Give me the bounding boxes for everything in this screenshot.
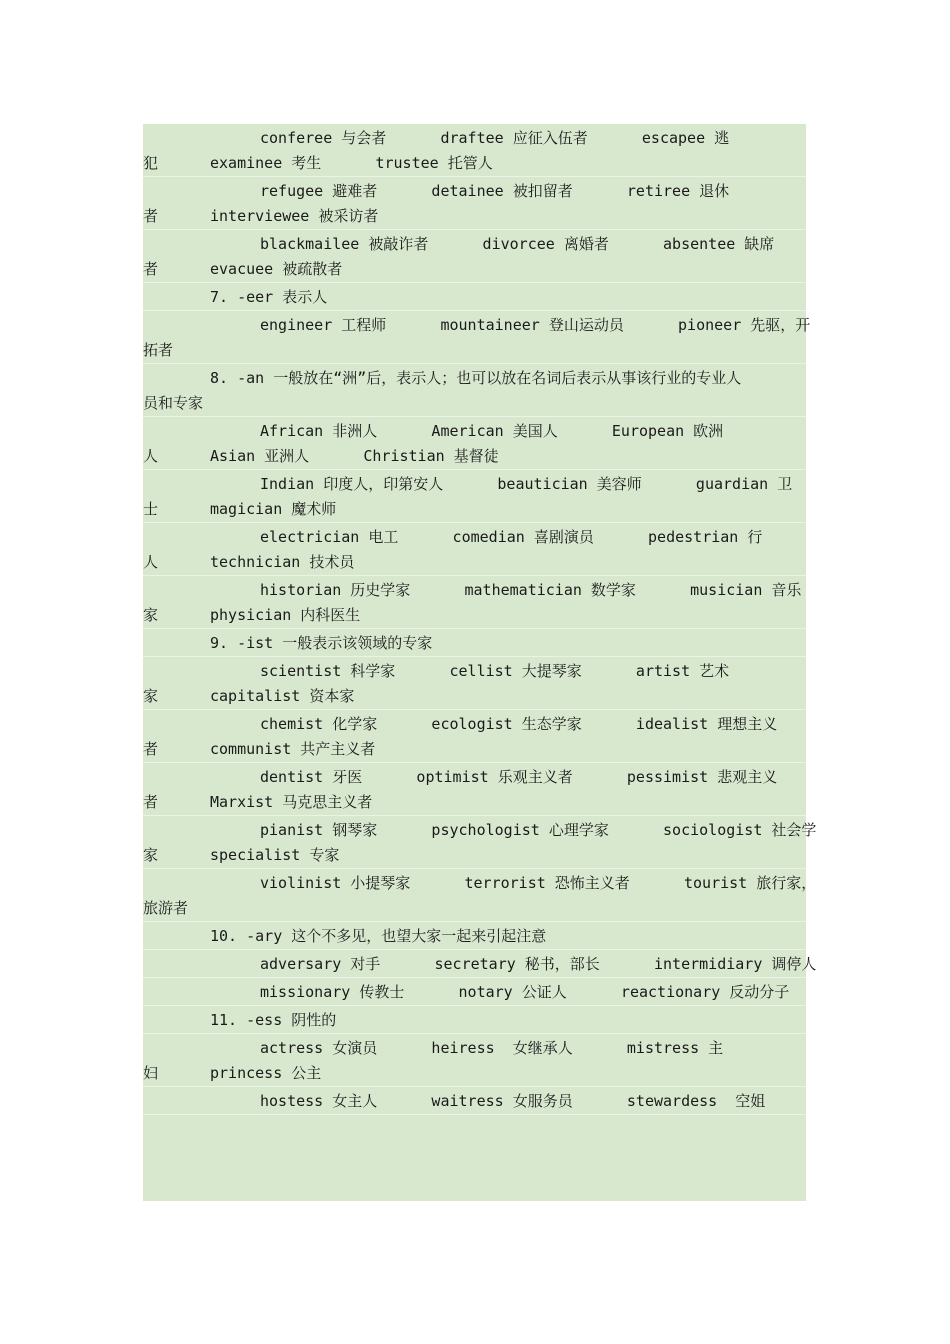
- paragraph-ee-2: [143, 179, 806, 230]
- paragraph-ess-2: [143, 1089, 806, 1115]
- paragraph-ist-5: [143, 871, 817, 922]
- text-line: princess 公主: [210, 1064, 322, 1082]
- section-heading-an: [143, 366, 806, 417]
- text-line: violinist 小提琴家 terrorist 恐怖主义者 tourist 旅行家，: [260, 874, 817, 892]
- text-line: communist 共产主义者: [210, 740, 376, 758]
- text-line: dentist 牙医 optimist 乐观主义者 pessimist 悲观主义: [260, 768, 778, 786]
- paragraph-ee-3: [143, 232, 806, 283]
- paragraph-ary-2: [143, 980, 806, 1006]
- text-line: capitalist 资本家: [210, 687, 355, 705]
- paragraph-ist-2: [143, 712, 806, 763]
- paragraph-ist-3: [143, 765, 806, 816]
- paragraph-ess-1: [143, 1036, 806, 1087]
- text-line: magician 魔术师: [210, 500, 337, 518]
- continuation-lead: 旅游者: [143, 899, 189, 917]
- paragraph-ary-1: [143, 952, 817, 978]
- paragraph-ist-1: [143, 659, 806, 710]
- text-line: blackmailee 被敲诈者 divorcee 离婚者 absentee 缺席: [260, 235, 775, 253]
- continuation-lead: 人: [143, 447, 159, 465]
- text-line: refugee 避难者 detainee 被扣留者 retiree 退休: [260, 182, 730, 200]
- paragraph-eer-1: [143, 313, 811, 364]
- paragraph-ee-1: [143, 126, 806, 177]
- text-line: African 非洲人 American 美国人 European 欧洲: [260, 422, 724, 440]
- text-line: electrician 电工 comedian 喜剧演员 pedestrian 行: [260, 528, 763, 546]
- text-line: interviewee 被采访者: [210, 207, 379, 225]
- text-line: scientist 科学家 cellist 大提琴家 artist 艺术: [260, 662, 730, 680]
- text-line: specialist 专家: [210, 846, 340, 864]
- section-heading-eer: [143, 285, 806, 311]
- continuation-lead: 人: [143, 553, 159, 571]
- section-heading: 8. -an 一般放在“洲”后，表示人；也可以放在名词后表示从事该行业的专业人: [210, 369, 742, 387]
- continuation-lead: 士: [143, 500, 159, 518]
- continuation-lead: 犯: [143, 154, 159, 172]
- text-line: physician 内科医生: [210, 606, 361, 624]
- continuation-lead: 拓者: [143, 341, 174, 359]
- text-line: technician 技术员: [210, 553, 355, 571]
- continuation-lead: 者: [143, 207, 159, 225]
- section-heading: 7. -eer 表示人: [210, 288, 328, 306]
- text-line: Asian 亚洲人 Christian 基督徒: [210, 447, 499, 465]
- section-heading-ess: [143, 1008, 806, 1034]
- continuation-lead: 者: [143, 740, 159, 758]
- section-heading: 10. -ary 这个不多见，也望大家一起来引起注意: [210, 927, 547, 945]
- section-heading-ist: [143, 631, 806, 657]
- section-heading-ary: [143, 924, 806, 950]
- text-line: evacuee 被疏散者: [210, 260, 343, 278]
- text-line: pianist 钢琴家 psychologist 心理学家 sociologist 社会学: [260, 821, 817, 839]
- continuation-lead: 家: [143, 687, 159, 705]
- continuation-lead: 妇: [143, 1064, 159, 1082]
- continuation-lead: 者: [143, 260, 159, 278]
- section-heading: 11. -ess 阴性的: [210, 1011, 337, 1029]
- text-line: conferee 与会者 draftee 应征入伍者 escapee 逃: [260, 129, 730, 147]
- text-line: Indian 印度人，印第安人 beautician 美容师 guardian 卫: [260, 475, 793, 493]
- text-line: missionary 传教士 notary 公证人 reactionary 反动分子: [260, 983, 790, 1001]
- text-line: historian 历史学家 mathematician 数学家 musician 音乐: [260, 581, 802, 599]
- section-heading: 9. -ist 一般表示该领域的专家: [210, 634, 433, 652]
- word-list-panel: [143, 124, 817, 1201]
- continuation-lead: 家: [143, 846, 159, 864]
- paragraph-an-3: [143, 525, 806, 576]
- text-line: Marxist 马克思主义者: [210, 793, 373, 811]
- continuation-lead: 者: [143, 793, 159, 811]
- paragraph-an-4: [143, 578, 806, 629]
- paragraph-ist-4: [143, 818, 817, 869]
- heading-wrap: 员和专家: [143, 394, 204, 412]
- text-line: chemist 化学家 ecologist 生态学家 idealist 理想主义: [260, 715, 778, 733]
- paragraph-an-1: [143, 419, 806, 470]
- paragraph-an-2: [143, 472, 806, 523]
- text-line: hostess 女主人 waitress 女服务员 stewardess 空姐: [260, 1092, 766, 1110]
- text-line: engineer 工程师 mountaineer 登山运动员 pioneer 先驱，开: [260, 316, 811, 334]
- continuation-lead: 家: [143, 606, 159, 624]
- text-line: adversary 对手 secretary 秘书，部长 intermidiary 调停人: [260, 955, 817, 973]
- text-line: examinee 考生 trustee 托管人: [210, 154, 493, 172]
- text-line: actress 女演员 heiress 女继承人 mistress 主: [260, 1039, 724, 1057]
